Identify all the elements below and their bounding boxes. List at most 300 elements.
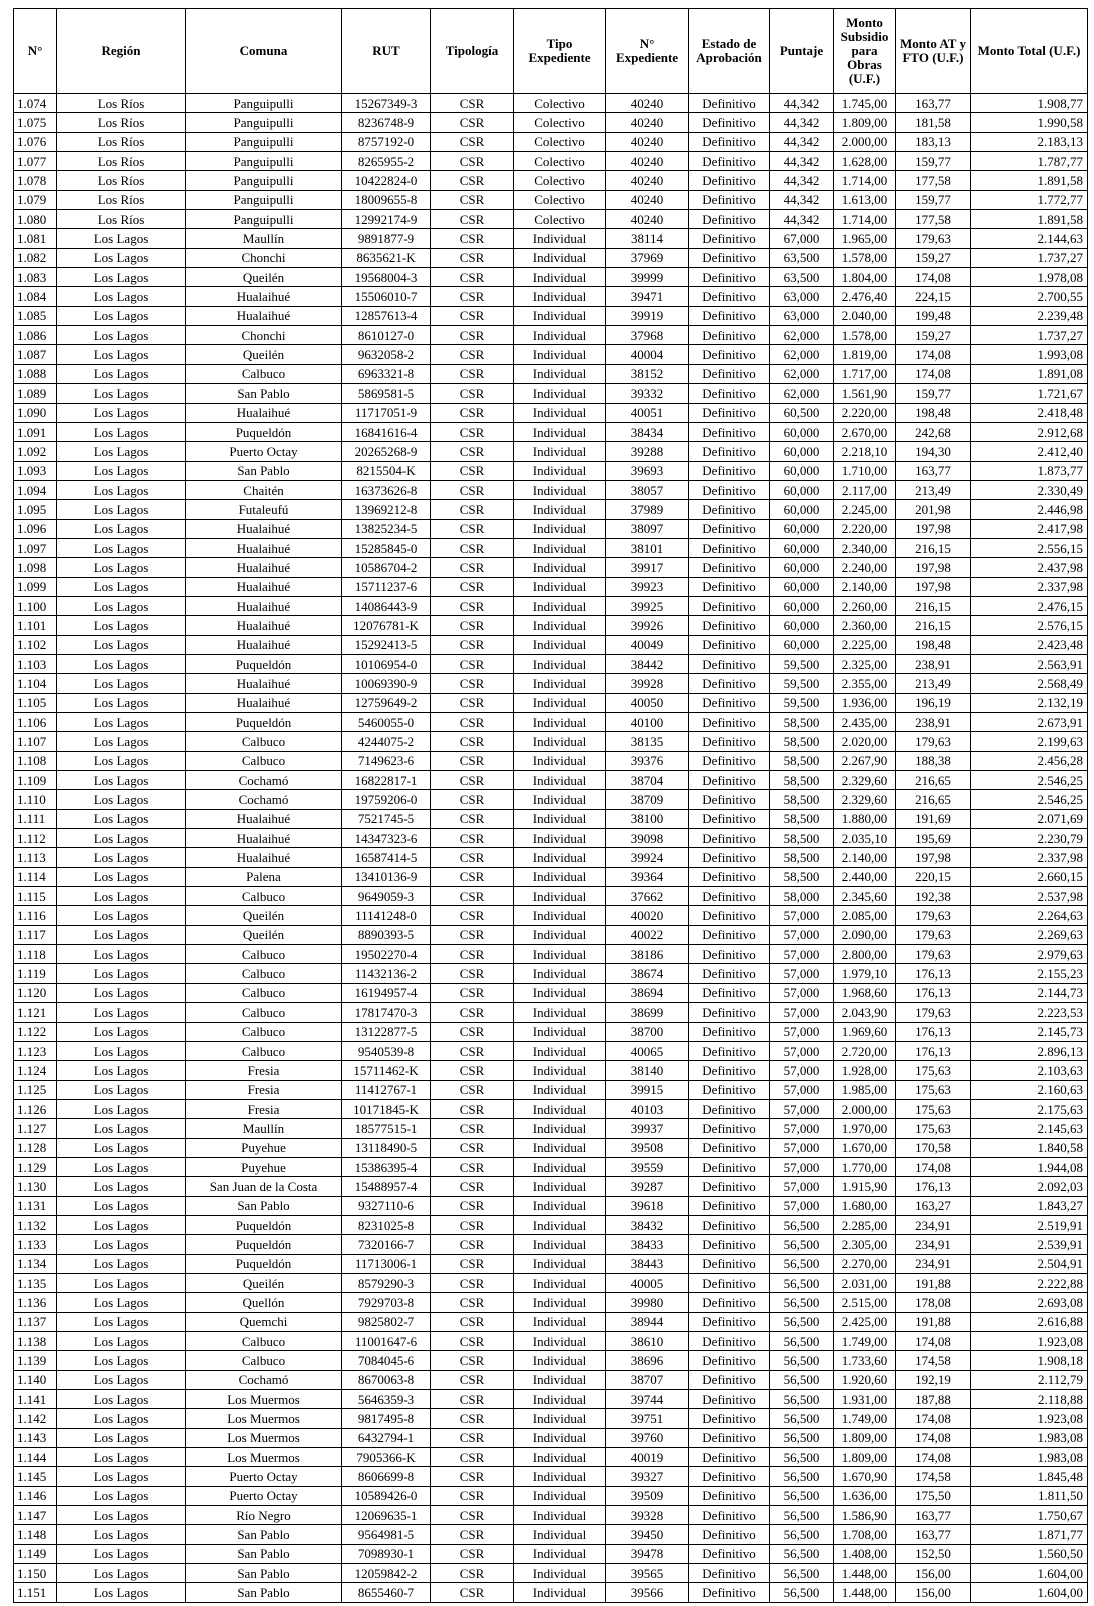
region-cell: Los Lagos [57, 829, 186, 848]
puntaje-cell: 63,500 [770, 268, 834, 287]
puntaje-cell: 57,000 [770, 1003, 834, 1022]
row-number-cell: 1.139 [14, 1351, 57, 1370]
row-number-cell: 1.120 [14, 983, 57, 1002]
region-cell: Los Lagos [57, 1486, 186, 1505]
monto-subsidio-cell: 1.969,60 [834, 1022, 896, 1041]
numero-expediente-cell: 38944 [606, 1312, 689, 1331]
tipo-expediente-cell: Individual [514, 1409, 606, 1428]
table-row [14, 1177, 1088, 1196]
rut-cell: 12069635-1 [342, 1506, 431, 1525]
monto-subsidio-cell: 2.425,00 [834, 1312, 896, 1331]
monto-subsidio-cell: 1.561,90 [834, 384, 896, 403]
monto-total-cell: 2.183,13 [971, 132, 1088, 151]
puntaje-cell: 44,342 [770, 94, 834, 113]
puntaje-cell: 62,000 [770, 326, 834, 345]
puntaje-cell: 57,000 [770, 945, 834, 964]
numero-expediente-cell: 38186 [606, 945, 689, 964]
tipologia-cell: CSR [431, 887, 514, 906]
tipologia-cell: CSR [431, 674, 514, 693]
numero-expediente-cell: 38442 [606, 654, 689, 673]
tipologia-cell: CSR [431, 751, 514, 770]
monto-subsidio-cell: 1.965,00 [834, 229, 896, 248]
region-cell: Los Lagos [57, 635, 186, 654]
tipo-expediente-cell: Individual [514, 1390, 606, 1409]
tipo-expediente-cell: Individual [514, 654, 606, 673]
subsidy-table [13, 8, 1088, 1603]
comuna-cell: Hualaihué [186, 596, 342, 615]
comuna-cell: Queilén [186, 925, 342, 944]
estado-aprobacion-cell: Definitivo [689, 1273, 770, 1292]
estado-aprobacion-cell: Definitivo [689, 1215, 770, 1234]
row-number-cell: 1.127 [14, 1119, 57, 1138]
monto-at-fto-cell: 159,77 [896, 152, 971, 171]
tipologia-cell: CSR [431, 713, 514, 732]
tipologia-cell: CSR [431, 1022, 514, 1041]
rut-cell: 11141248-0 [342, 906, 431, 925]
monto-at-fto-cell: 159,77 [896, 384, 971, 403]
comuna-cell: Fresia [186, 1080, 342, 1099]
region-cell: Los Lagos [57, 538, 186, 557]
puntaje-cell: 60,500 [770, 403, 834, 422]
table-row [14, 1544, 1088, 1563]
puntaje-cell: 44,342 [770, 210, 834, 229]
tipologia-cell: CSR [431, 461, 514, 480]
monto-subsidio-cell: 2.140,00 [834, 577, 896, 596]
numero-expediente-cell: 40240 [606, 113, 689, 132]
estado-aprobacion-cell: Definitivo [689, 152, 770, 171]
comuna-cell: Calbuco [186, 964, 342, 983]
table-row [14, 1138, 1088, 1157]
header-cell: RUT [342, 9, 431, 94]
numero-expediente-cell: 38152 [606, 364, 689, 383]
monto-subsidio-cell: 1.749,00 [834, 1409, 896, 1428]
rut-cell: 19502270-4 [342, 945, 431, 964]
monto-total-cell: 2.417,98 [971, 519, 1088, 538]
tipologia-cell: CSR [431, 925, 514, 944]
estado-aprobacion-cell: Definitivo [689, 577, 770, 596]
estado-aprobacion-cell: Definitivo [689, 229, 770, 248]
monto-at-fto-cell: 175,63 [896, 1119, 971, 1138]
monto-subsidio-cell: 2.220,00 [834, 403, 896, 422]
tipologia-cell: CSR [431, 1390, 514, 1409]
table-row [14, 1467, 1088, 1486]
tipologia-cell: CSR [431, 132, 514, 151]
table-body [14, 94, 1088, 1603]
tipo-expediente-cell: Individual [514, 1196, 606, 1215]
table-row [14, 925, 1088, 944]
tipo-expediente-cell: Individual [514, 1177, 606, 1196]
tipo-expediente-cell: Individual [514, 461, 606, 480]
puntaje-cell: 58,500 [770, 732, 834, 751]
monto-total-cell: 1.840,58 [971, 1138, 1088, 1157]
tipologia-cell: CSR [431, 500, 514, 519]
tipologia-cell: CSR [431, 829, 514, 848]
estado-aprobacion-cell: Definitivo [689, 364, 770, 383]
tipo-expediente-cell: Individual [514, 306, 606, 325]
puntaje-cell: 58,500 [770, 771, 834, 790]
numero-expediente-cell: 39332 [606, 384, 689, 403]
tipo-expediente-cell: Individual [514, 345, 606, 364]
comuna-cell: Chonchi [186, 248, 342, 267]
monto-at-fto-cell: 195,69 [896, 829, 971, 848]
monto-subsidio-cell: 1.970,00 [834, 1119, 896, 1138]
table-row [14, 1564, 1088, 1583]
monto-total-cell: 2.912,68 [971, 422, 1088, 441]
table-row [14, 964, 1088, 983]
numero-expediente-cell: 39565 [606, 1564, 689, 1583]
monto-subsidio-cell: 1.448,00 [834, 1583, 896, 1602]
region-cell: Los Lagos [57, 403, 186, 422]
comuna-cell: Maullín [186, 229, 342, 248]
monto-total-cell: 1.560,50 [971, 1544, 1088, 1563]
comuna-cell: Calbuco [186, 751, 342, 770]
region-cell: Los Ríos [57, 152, 186, 171]
monto-total-cell: 1.993,08 [971, 345, 1088, 364]
rut-cell: 15285845-0 [342, 538, 431, 557]
numero-expediente-cell: 39471 [606, 287, 689, 306]
numero-expediente-cell: 39937 [606, 1119, 689, 1138]
row-number-cell: 1.095 [14, 500, 57, 519]
table-row [14, 384, 1088, 403]
table-row [14, 152, 1088, 171]
monto-subsidio-cell: 2.031,00 [834, 1273, 896, 1292]
rut-cell: 12759649-2 [342, 693, 431, 712]
table-row [14, 887, 1088, 906]
rut-cell: 12857613-4 [342, 306, 431, 325]
table-row [14, 113, 1088, 132]
monto-total-cell: 1.923,08 [971, 1332, 1088, 1351]
table-row [14, 1583, 1088, 1602]
region-cell: Los Lagos [57, 1003, 186, 1022]
comuna-cell: Panguipulli [186, 171, 342, 190]
region-cell: Los Lagos [57, 1254, 186, 1273]
row-number-cell: 1.081 [14, 229, 57, 248]
comuna-cell: Hualaihué [186, 558, 342, 577]
tipo-expediente-cell: Colectivo [514, 152, 606, 171]
estado-aprobacion-cell: Definitivo [689, 674, 770, 693]
monto-subsidio-cell: 1.745,00 [834, 94, 896, 113]
comuna-cell: San Pablo [186, 1525, 342, 1544]
monto-subsidio-cell: 1.670,00 [834, 1138, 896, 1157]
table-row [14, 248, 1088, 267]
region-cell: Los Lagos [57, 1177, 186, 1196]
row-number-cell: 1.140 [14, 1370, 57, 1389]
table-row [14, 1409, 1088, 1428]
rut-cell: 7905366-K [342, 1448, 431, 1467]
comuna-cell: Hualaihué [186, 809, 342, 828]
row-number-cell: 1.079 [14, 190, 57, 209]
table-row [14, 1506, 1088, 1525]
estado-aprobacion-cell: Definitivo [689, 790, 770, 809]
rut-cell: 8265955-2 [342, 152, 431, 171]
monto-subsidio-cell: 2.440,00 [834, 867, 896, 886]
region-cell: Los Lagos [57, 1428, 186, 1447]
row-number-cell: 1.143 [14, 1428, 57, 1447]
tipo-expediente-cell: Individual [514, 1332, 606, 1351]
tipologia-cell: CSR [431, 1583, 514, 1602]
numero-expediente-cell: 37969 [606, 248, 689, 267]
puntaje-cell: 57,000 [770, 1157, 834, 1176]
tipologia-cell: CSR [431, 113, 514, 132]
tipologia-cell: CSR [431, 1254, 514, 1273]
monto-subsidio-cell: 2.329,60 [834, 771, 896, 790]
tipologia-cell: CSR [431, 152, 514, 171]
tipologia-cell: CSR [431, 384, 514, 403]
monto-subsidio-cell: 2.270,00 [834, 1254, 896, 1273]
comuna-cell: Cochamó [186, 771, 342, 790]
table-row [14, 1273, 1088, 1292]
monto-total-cell: 2.700,55 [971, 287, 1088, 306]
table-row [14, 751, 1088, 770]
monto-at-fto-cell: 174,58 [896, 1351, 971, 1370]
comuna-cell: Hualaihué [186, 538, 342, 557]
monto-at-fto-cell: 191,69 [896, 809, 971, 828]
tipo-expediente-cell: Individual [514, 1061, 606, 1080]
rut-cell: 9540539-8 [342, 1041, 431, 1060]
tipologia-cell: CSR [431, 1157, 514, 1176]
puntaje-cell: 60,000 [770, 577, 834, 596]
table-row [14, 538, 1088, 557]
monto-total-cell: 1.604,00 [971, 1564, 1088, 1583]
estado-aprobacion-cell: Definitivo [689, 1351, 770, 1370]
row-number-cell: 1.122 [14, 1022, 57, 1041]
tipo-expediente-cell: Individual [514, 790, 606, 809]
monto-subsidio-cell: 1.749,00 [834, 1332, 896, 1351]
tipo-expediente-cell: Individual [514, 964, 606, 983]
region-cell: Los Lagos [57, 577, 186, 596]
monto-at-fto-cell: 179,63 [896, 1003, 971, 1022]
monto-subsidio-cell: 1.936,00 [834, 693, 896, 712]
row-number-cell: 1.142 [14, 1409, 57, 1428]
puntaje-cell: 56,500 [770, 1448, 834, 1467]
rut-cell: 8610127-0 [342, 326, 431, 345]
puntaje-cell: 56,500 [770, 1506, 834, 1525]
row-number-cell: 1.074 [14, 94, 57, 113]
comuna-cell: San Pablo [186, 1564, 342, 1583]
monto-total-cell: 1.923,08 [971, 1409, 1088, 1428]
row-number-cell: 1.084 [14, 287, 57, 306]
header-cell: Región [57, 9, 186, 94]
rut-cell: 12059842-2 [342, 1564, 431, 1583]
comuna-cell: Futaleufú [186, 500, 342, 519]
monto-at-fto-cell: 177,58 [896, 171, 971, 190]
row-number-cell: 1.135 [14, 1273, 57, 1292]
monto-total-cell: 2.456,28 [971, 751, 1088, 770]
puntaje-cell: 57,000 [770, 1196, 834, 1215]
row-number-cell: 1.121 [14, 1003, 57, 1022]
estado-aprobacion-cell: Definitivo [689, 248, 770, 267]
rut-cell: 16373626-8 [342, 480, 431, 499]
comuna-cell: Queilén [186, 268, 342, 287]
rut-cell: 10106954-0 [342, 654, 431, 673]
row-number-cell: 1.115 [14, 887, 57, 906]
tipologia-cell: CSR [431, 1215, 514, 1234]
comuna-cell: Hualaihué [186, 848, 342, 867]
estado-aprobacion-cell: Definitivo [689, 848, 770, 867]
comuna-cell: Panguipulli [186, 190, 342, 209]
tipo-expediente-cell: Individual [514, 1080, 606, 1099]
comuna-cell: Cochamó [186, 790, 342, 809]
monto-at-fto-cell: 179,63 [896, 229, 971, 248]
row-number-cell: 1.146 [14, 1486, 57, 1505]
monto-total-cell: 2.155,23 [971, 964, 1088, 983]
table-row [14, 1080, 1088, 1099]
monto-subsidio-cell: 1.809,00 [834, 1428, 896, 1447]
row-number-cell: 1.091 [14, 422, 57, 441]
tipologia-cell: CSR [431, 616, 514, 635]
monto-total-cell: 1.787,77 [971, 152, 1088, 171]
table-row [14, 1370, 1088, 1389]
estado-aprobacion-cell: Definitivo [689, 1196, 770, 1215]
monto-total-cell: 2.556,15 [971, 538, 1088, 557]
comuna-cell: Hualaihué [186, 519, 342, 538]
table-row [14, 790, 1088, 809]
puntaje-cell: 44,342 [770, 171, 834, 190]
comuna-cell: Puqueldón [186, 1235, 342, 1254]
region-cell: Los Lagos [57, 1061, 186, 1080]
numero-expediente-cell: 38696 [606, 1351, 689, 1370]
header-cell: Tipología [431, 9, 514, 94]
numero-expediente-cell: 40004 [606, 345, 689, 364]
rut-cell: 12076781-K [342, 616, 431, 635]
monto-subsidio-cell: 2.218,10 [834, 442, 896, 461]
tipologia-cell: CSR [431, 210, 514, 229]
comuna-cell: Quemchi [186, 1312, 342, 1331]
tipologia-cell: CSR [431, 1428, 514, 1447]
region-cell: Los Ríos [57, 113, 186, 132]
estado-aprobacion-cell: Definitivo [689, 1332, 770, 1351]
tipo-expediente-cell: Individual [514, 1157, 606, 1176]
row-number-cell: 1.090 [14, 403, 57, 422]
monto-at-fto-cell: 216,15 [896, 616, 971, 635]
table-row [14, 1235, 1088, 1254]
monto-total-cell: 1.845,48 [971, 1467, 1088, 1486]
comuna-cell: Panguipulli [186, 132, 342, 151]
monto-at-fto-cell: 234,91 [896, 1235, 971, 1254]
rut-cell: 15711462-K [342, 1061, 431, 1080]
monto-subsidio-cell: 2.285,00 [834, 1215, 896, 1234]
numero-expediente-cell: 39618 [606, 1196, 689, 1215]
numero-expediente-cell: 39327 [606, 1467, 689, 1486]
monto-total-cell: 2.112,79 [971, 1370, 1088, 1389]
region-cell: Los Lagos [57, 558, 186, 577]
tipo-expediente-cell: Individual [514, 480, 606, 499]
tipo-expediente-cell: Individual [514, 906, 606, 925]
region-cell: Los Lagos [57, 1370, 186, 1389]
table-row [14, 1351, 1088, 1370]
comuna-cell: Los Muermos [186, 1428, 342, 1447]
tipologia-cell: CSR [431, 1564, 514, 1583]
table-row [14, 1041, 1088, 1060]
rut-cell: 8655460-7 [342, 1583, 431, 1602]
monto-total-cell: 2.160,63 [971, 1080, 1088, 1099]
monto-at-fto-cell: 175,63 [896, 1080, 971, 1099]
tipologia-cell: CSR [431, 1506, 514, 1525]
monto-total-cell: 2.576,15 [971, 616, 1088, 635]
numero-expediente-cell: 38434 [606, 422, 689, 441]
row-number-cell: 1.080 [14, 210, 57, 229]
monto-at-fto-cell: 159,27 [896, 248, 971, 267]
rut-cell: 7521745-5 [342, 809, 431, 828]
puntaje-cell: 60,000 [770, 500, 834, 519]
monto-total-cell: 2.222,88 [971, 1273, 1088, 1292]
monto-subsidio-cell: 1.809,00 [834, 113, 896, 132]
comuna-cell: Calbuco [186, 1332, 342, 1351]
puntaje-cell: 57,000 [770, 906, 834, 925]
monto-total-cell: 2.330,49 [971, 480, 1088, 499]
rut-cell: 19568004-3 [342, 268, 431, 287]
estado-aprobacion-cell: Definitivo [689, 1080, 770, 1099]
estado-aprobacion-cell: Definitivo [689, 1254, 770, 1273]
monto-subsidio-cell: 1.920,60 [834, 1370, 896, 1389]
tipo-expediente-cell: Individual [514, 577, 606, 596]
numero-expediente-cell: 38704 [606, 771, 689, 790]
tipo-expediente-cell: Individual [514, 635, 606, 654]
tipologia-cell: CSR [431, 1312, 514, 1331]
estado-aprobacion-cell: Definitivo [689, 1583, 770, 1602]
puntaje-cell: 57,000 [770, 964, 834, 983]
monto-at-fto-cell: 156,00 [896, 1564, 971, 1583]
monto-at-fto-cell: 213,49 [896, 674, 971, 693]
row-number-cell: 1.113 [14, 848, 57, 867]
monto-total-cell: 1.721,67 [971, 384, 1088, 403]
monto-at-fto-cell: 178,08 [896, 1293, 971, 1312]
estado-aprobacion-cell: Definitivo [689, 1486, 770, 1505]
estado-aprobacion-cell: Definitivo [689, 887, 770, 906]
comuna-cell: Puqueldón [186, 713, 342, 732]
puntaje-cell: 57,000 [770, 1061, 834, 1080]
monto-at-fto-cell: 197,98 [896, 577, 971, 596]
region-cell: Los Lagos [57, 693, 186, 712]
region-cell: Los Lagos [57, 1041, 186, 1060]
row-number-cell: 1.116 [14, 906, 57, 925]
monto-subsidio-cell: 1.448,00 [834, 1564, 896, 1583]
row-number-cell: 1.118 [14, 945, 57, 964]
row-number-cell: 1.099 [14, 577, 57, 596]
region-cell: Los Lagos [57, 1544, 186, 1563]
rut-cell: 11717051-9 [342, 403, 431, 422]
tipo-expediente-cell: Individual [514, 519, 606, 538]
tipologia-cell: CSR [431, 964, 514, 983]
numero-expediente-cell: 38699 [606, 1003, 689, 1022]
comuna-cell: Puqueldón [186, 654, 342, 673]
puntaje-cell: 60,000 [770, 596, 834, 615]
monto-subsidio-cell: 1.968,60 [834, 983, 896, 1002]
tipologia-cell: CSR [431, 983, 514, 1002]
tipo-expediente-cell: Colectivo [514, 94, 606, 113]
table-row [14, 616, 1088, 635]
comuna-cell: Fresia [186, 1061, 342, 1080]
row-number-cell: 1.097 [14, 538, 57, 557]
estado-aprobacion-cell: Definitivo [689, 171, 770, 190]
monto-total-cell: 2.693,08 [971, 1293, 1088, 1312]
monto-subsidio-cell: 2.043,90 [834, 1003, 896, 1022]
numero-expediente-cell: 38674 [606, 964, 689, 983]
estado-aprobacion-cell: Definitivo [689, 1003, 770, 1022]
puntaje-cell: 59,500 [770, 674, 834, 693]
monto-subsidio-cell: 2.245,00 [834, 500, 896, 519]
numero-expediente-cell: 39559 [606, 1157, 689, 1176]
puntaje-cell: 58,500 [770, 790, 834, 809]
puntaje-cell: 58,000 [770, 887, 834, 906]
monto-total-cell: 1.891,58 [971, 171, 1088, 190]
row-number-cell: 1.111 [14, 809, 57, 828]
region-cell: Los Lagos [57, 1409, 186, 1428]
rut-cell: 17817470-3 [342, 1003, 431, 1022]
region-cell: Los Lagos [57, 461, 186, 480]
numero-expediente-cell: 40019 [606, 1448, 689, 1467]
estado-aprobacion-cell: Definitivo [689, 1525, 770, 1544]
